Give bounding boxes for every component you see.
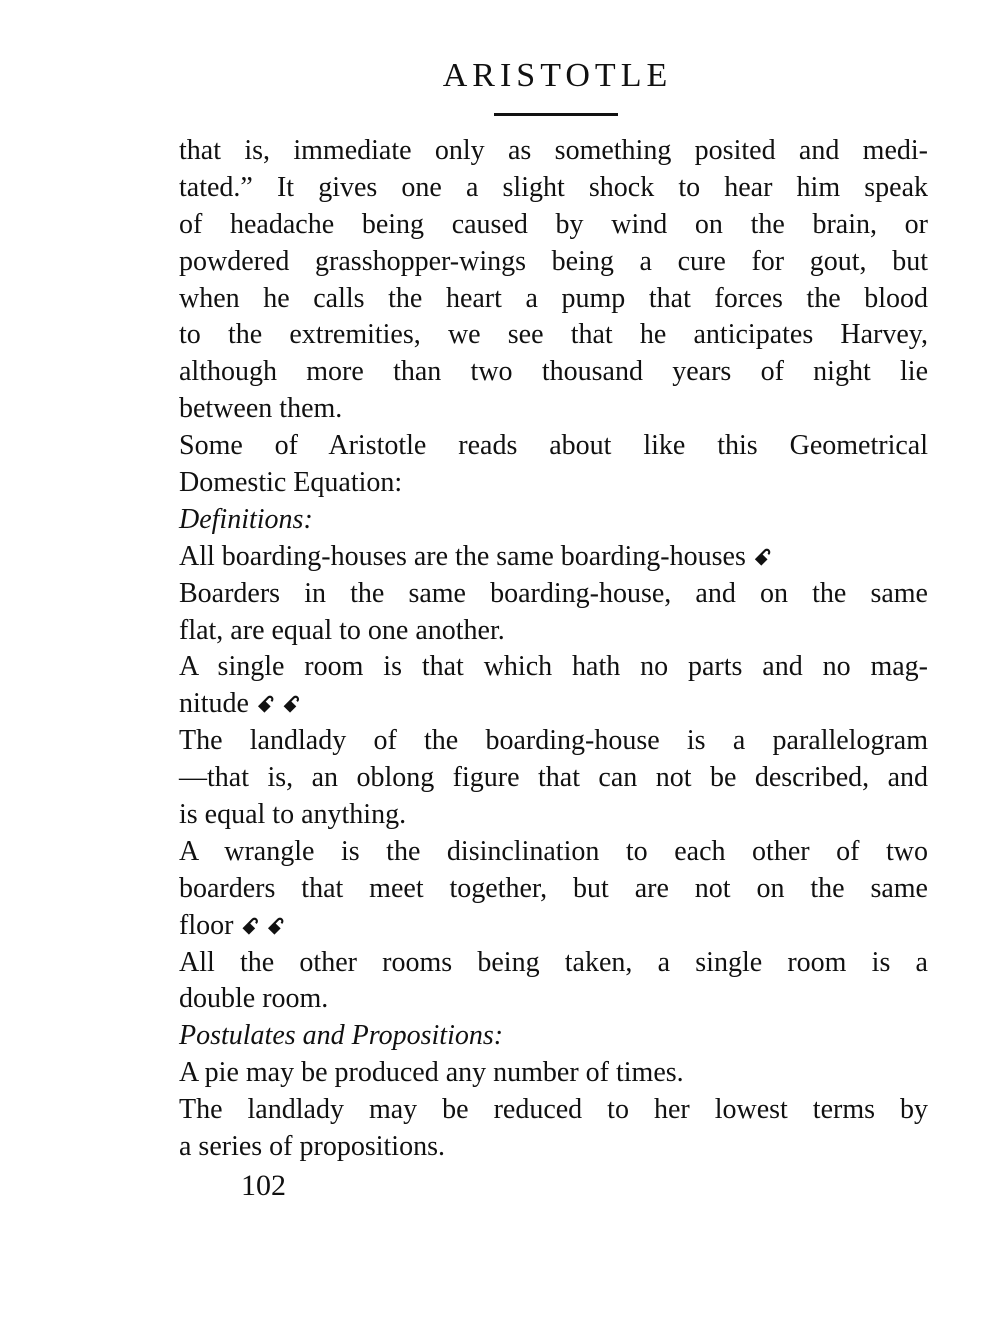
page-number: 102	[241, 1169, 286, 1202]
text-line: Domestic Equation:	[179, 467, 403, 499]
leaf-ornament-icon: ꗃ	[257, 692, 275, 718]
text-line: flat, are equal to one another.	[179, 614, 505, 646]
section-heading-definitions: Definitions:	[179, 503, 313, 535]
text-line: boarders that meet together, but are not on the same	[179, 872, 928, 904]
text-line: floor	[179, 909, 234, 941]
text-line: The landlady may be reduced to her lowest terms by	[179, 1094, 928, 1126]
text-line: is equal to anything.	[179, 799, 407, 831]
text-line-with-ornament	[179, 686, 928, 723]
body-text	[179, 133, 928, 1166]
leaf-ornament-icon: ꗃ	[267, 913, 285, 939]
text-line: Boarders in the same boarding-house, and on the same	[179, 577, 928, 609]
text-line: a series of propositions.	[179, 1131, 445, 1163]
text-line: A single room is that which hath no parts and no mag-	[179, 651, 928, 683]
text-line: nitude	[179, 688, 249, 720]
text-line: A pie may be produced any number of times.	[179, 1057, 684, 1089]
text-line: that is, immediate only as something posited and medi-	[179, 135, 928, 166]
text-line: to the extremities, we see that he anticipates Harvey,	[179, 319, 928, 351]
text-line: when he calls the heart a pump that forces the blood	[179, 282, 928, 314]
section-heading-postulates: Postulates and Propositions:	[179, 1020, 504, 1052]
text-line: —that is, an oblong figure that can not be described, and	[179, 762, 928, 794]
leaf-ornament-icon: ꗃ	[753, 544, 772, 570]
text-line: All the other rooms being taken, a single room is a	[179, 946, 928, 978]
leaf-ornament-icon: ꗃ	[241, 913, 260, 939]
text-line: Some of Aristotle reads about like this Geometrical	[179, 430, 928, 462]
head-rule	[494, 113, 618, 116]
text-line: tated.” It gives one a slight shock to hear him speak	[179, 171, 928, 203]
text-line-with-ornament	[179, 539, 928, 576]
text-line: powdered grasshopper-wings being a cure for gout, but	[179, 245, 928, 277]
leaf-ornament-icon: ꗃ	[282, 692, 301, 718]
text-line: All boarding-houses are the same boarding-houses	[179, 540, 746, 572]
text-line: A wrangle is the disinclination to each other of two	[179, 835, 928, 867]
text-line: of headache being caused by wind on the brain, or	[179, 208, 928, 240]
text-line-with-ornament	[179, 908, 928, 945]
text-line: The landlady of the boarding-house is a parallelogram	[179, 725, 928, 757]
text-line: although more than two thousand years of night lie	[179, 356, 928, 388]
text-line: between them.	[179, 393, 343, 425]
running-head: ARISTOTLE	[442, 57, 673, 94]
text-line: double room.	[179, 983, 329, 1015]
